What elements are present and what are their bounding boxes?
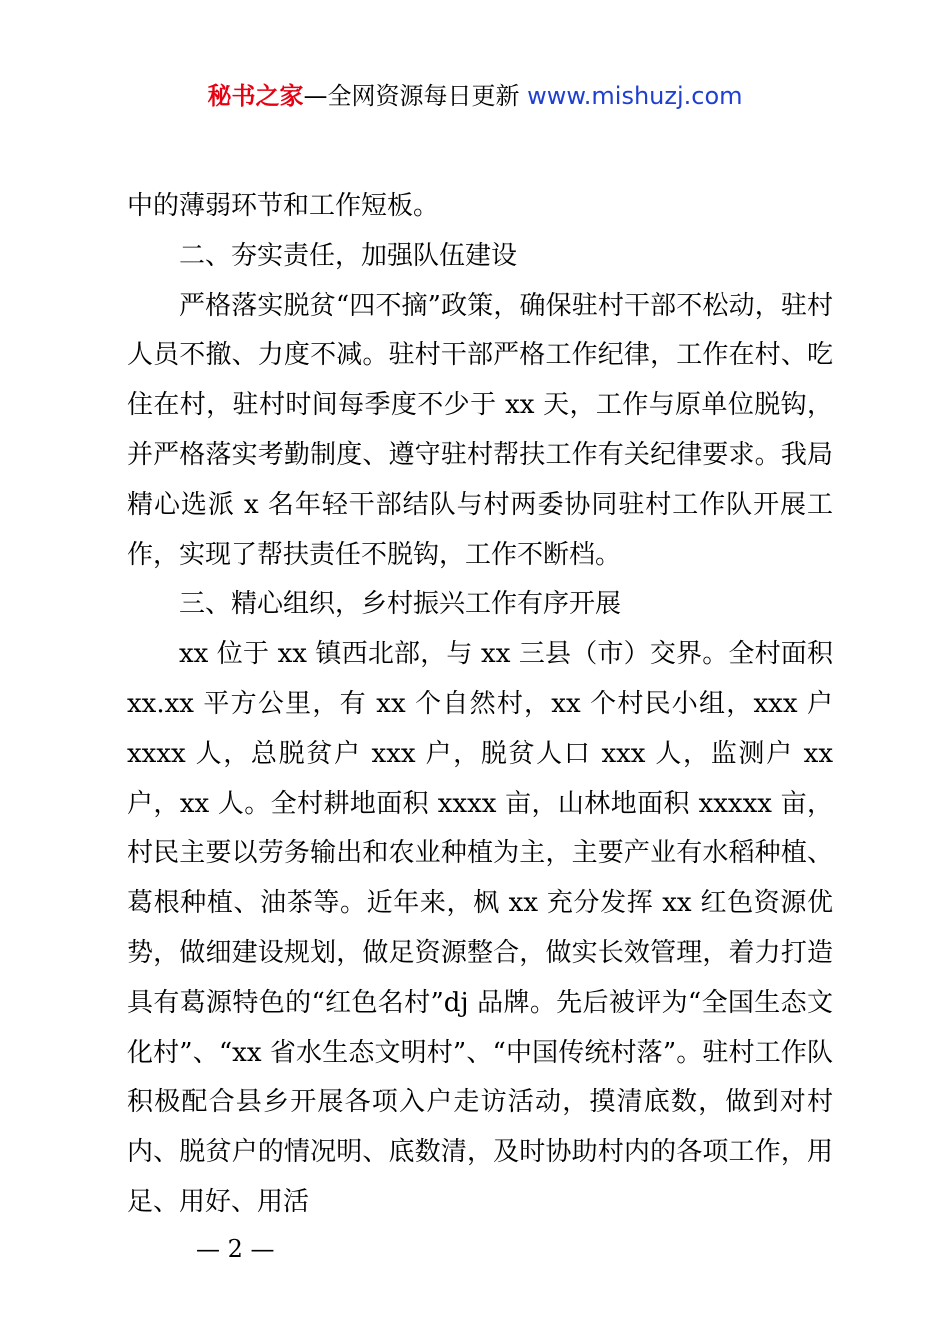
header-tagline: —全网资源每日更新: [303, 82, 520, 110]
paragraph-village-overview: xx 位于 xx 镇西北部，与 xx 三县（市）交界。全村面积 xx.xx 平方公里，有 xx 个自然村，xx 个村民小组，xxx 户 xxxx 人，总脱贫户 xxx 户，脱贫人口 xxx 人，监测户 xx 户，xx 人。全村耕地面积 xxxx 亩，山林地面积 xxxxx 亩，村民主要以劳务输出和农业种植为主，主要产业有水稻种植、葛根种植、油茶等。近年来，枫 xx 充分发挥 xx 红色资源优势，做细建设规划，做足资源整合，做实长效管理，着力打造具有葛源特色的“红色名村”dj 品牌。先后被评为“全国生态文化村”、“xx 省水生态文明村”、“中国传统村落”。驻村工作队积极配合县乡开展各项入户走访活动，摸清底数，做到对村内、脱贫户的情况明、底数清，及时协助村内的各项工作，用足、用好、用活: [127, 639, 833, 1217]
paragraph-continuation: 中的薄弱环节和工作短板。: [127, 191, 440, 221]
page-number: — 2 —: [196, 1235, 275, 1263]
document-body: [127, 182, 833, 1228]
page-header: [0, 79, 950, 113]
header-url-link[interactable]: www.mishuzj.com: [527, 82, 743, 110]
section-heading-2: 二、夯实责任，加强队伍建设: [179, 240, 518, 271]
paragraph-responsibility: 严格落实脱贫“四不摘”政策，确保驻村干部不松动，驻村人员不撤、力度不减。驻村干部严格工作纪律，工作在村、吃住在村，驻村时间每季度不少于 xx 天，工作与原单位脱钩，并严格落实考勤制度、遵守驻村帮扶工作有关纪律要求。我局精心选派 x 名年轻干部结队与村两委协同驻村工作队开展工作，实现了帮扶责任不脱钩，工作不断档。: [127, 290, 833, 570]
section-heading-3: 三、精心组织，乡村振兴工作有序开展: [179, 589, 622, 620]
brand-name: 秘书之家: [207, 82, 304, 110]
